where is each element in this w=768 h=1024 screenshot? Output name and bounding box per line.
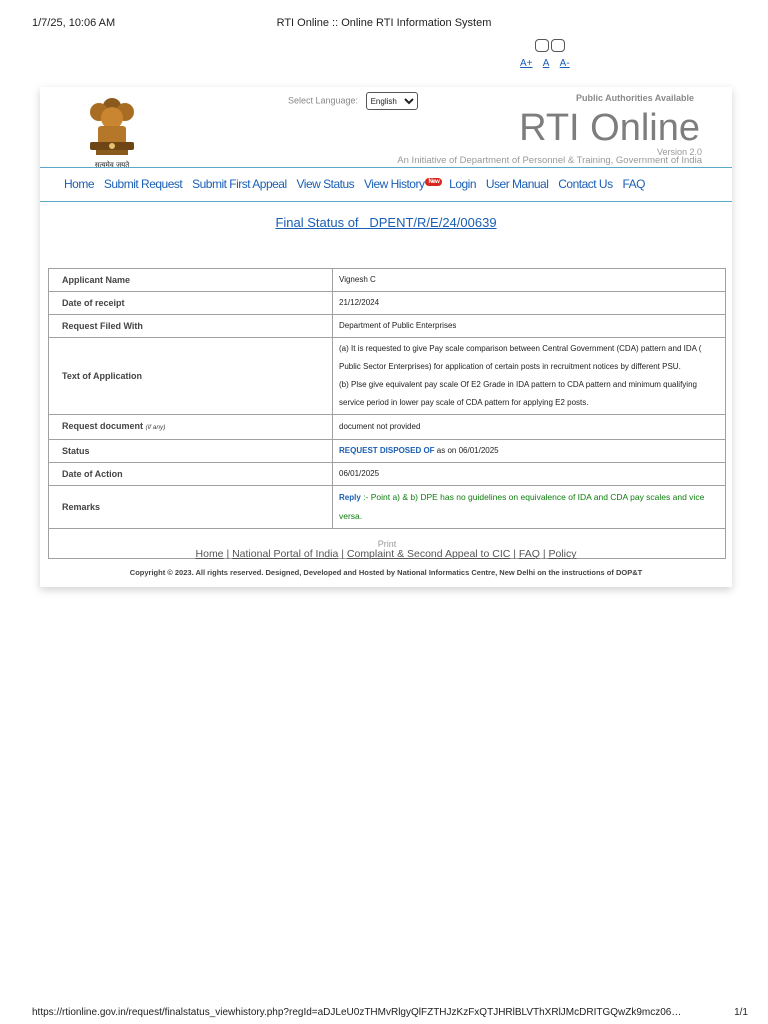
table-row xyxy=(49,292,726,315)
table-row xyxy=(49,315,726,338)
remarks-value xyxy=(333,486,726,529)
status-date: as on 06/01/2025 xyxy=(434,446,499,455)
footer-separator: | xyxy=(223,548,233,560)
date-of-action-value: 06/01/2025 xyxy=(333,463,726,486)
print-datetime: 1/7/25, 10:06 AM xyxy=(32,17,116,29)
nav-view-history[interactable]: View History xyxy=(363,177,425,191)
site-logo: RTI Online xyxy=(519,107,700,149)
main-nav xyxy=(64,177,652,191)
table-row xyxy=(49,415,726,440)
copyright-text: Copyright © 2023. All rights reserved. Designed, Developed and Hosted by National Informatics Centre, New Delhi on the instructions of DOP&T xyxy=(129,568,643,577)
if-any-note: (if any) xyxy=(145,424,166,431)
divider xyxy=(40,167,732,168)
request-document-label xyxy=(49,415,333,440)
font-increase-link[interactable]: A+ xyxy=(520,58,533,69)
applicant-name-value: Vignesh C xyxy=(333,269,726,292)
footer-national-portal-link[interactable]: National Portal of India xyxy=(232,548,339,560)
status-value xyxy=(333,440,726,463)
print-page-number: 1/1 xyxy=(734,1007,748,1018)
nav-submit-first-appeal[interactable]: Submit First Appeal xyxy=(192,177,287,191)
table-row xyxy=(49,463,726,486)
nav-faq[interactable]: FAQ xyxy=(622,177,645,191)
footer-separator: | xyxy=(338,548,347,560)
text-of-application-value xyxy=(333,338,726,415)
table-row xyxy=(49,486,726,529)
request-filed-with-value: Department of Public Enterprises xyxy=(333,315,726,338)
remarks-label: Remarks xyxy=(49,486,333,529)
text-of-application-label: Text of Application xyxy=(49,338,333,415)
page-title: Final Status of DPENT/R/E/24/00639 xyxy=(275,215,497,230)
footer-faq-link[interactable]: FAQ xyxy=(518,548,540,560)
footer-home-link[interactable]: Home xyxy=(195,548,224,560)
request-document-value: document not provided xyxy=(333,415,726,440)
table-row xyxy=(49,440,726,463)
font-size-controls xyxy=(520,58,578,69)
request-document-label-text: Request document xyxy=(62,421,144,431)
nav-login[interactable]: Login xyxy=(449,177,477,191)
table-row xyxy=(49,269,726,292)
font-decrease-link[interactable]: A- xyxy=(559,58,570,69)
nav-home[interactable]: Home xyxy=(64,177,95,191)
print-title: RTI Online :: Online RTI Information System xyxy=(276,17,492,29)
request-filed-with-label: Request Filed With xyxy=(49,315,333,338)
footer-complaint-link[interactable]: Complaint & Second Appeal to CIC xyxy=(346,548,511,560)
national-emblem-icon xyxy=(80,92,144,170)
status-badge: REQUEST DISPOSED OF xyxy=(339,446,435,455)
language-label: Select Language: xyxy=(288,95,359,106)
applicant-name-label: Applicant Name xyxy=(49,269,333,292)
language-select[interactable] xyxy=(366,92,418,110)
nav-submit-request[interactable]: Submit Request xyxy=(103,177,183,191)
divider xyxy=(40,201,732,202)
language-selector xyxy=(288,92,418,110)
reply-text: :- Point a) & b) DPE has no guidelines on equivalence of IDA and CDA pay scales and vice versa. xyxy=(339,492,705,521)
status-label: Status xyxy=(49,440,333,463)
date-of-action-label: Date of Action xyxy=(49,463,333,486)
nav-view-status[interactable]: View Status xyxy=(296,177,355,191)
page-card xyxy=(40,87,732,587)
nav-contact-us[interactable]: Contact Us xyxy=(558,177,613,191)
version-label: Version 2.0 xyxy=(656,147,702,157)
footer-separator: | xyxy=(539,548,549,560)
reply-label: Reply xyxy=(339,493,361,502)
print-url: https://rtionline.gov.in/request/finalstatus_viewhistory.php?regId=aDJLeU0zTHMvRlgyQlFZTHJzKzFxQTJHRlBLVThXRlJMcDRITGQwZk9mcz06… xyxy=(32,1007,682,1018)
date-of-receipt-value: 21/12/2024 xyxy=(333,292,726,315)
footer-separator: | xyxy=(510,548,519,560)
footer-policy-link[interactable]: Policy xyxy=(548,548,577,560)
date-of-receipt-label: Date of receipt xyxy=(49,292,333,315)
status-table xyxy=(48,268,726,559)
application-text-b: (b) Plse give equivalent pay scale Of E2 Grade in IDA pattern to CDA pattern and minimum qualifying service period in lower pay scale of CDA pattern for applying E2 posts. xyxy=(339,380,697,407)
application-text-a: (a) It is requested to give Pay scale comparison between Central Government (CDA) pattern and IDA ( Public Sector Enterprises) for application of certain posts in recruitment notices by different PSU. xyxy=(339,344,702,371)
public-authorities-link[interactable]: Public Authorities Available xyxy=(575,93,694,103)
theme-toggles xyxy=(535,39,567,57)
print-button[interactable]: Print xyxy=(49,529,726,559)
toggle-icon[interactable] xyxy=(535,39,549,52)
new-badge: New xyxy=(425,178,442,186)
toggle-icon[interactable] xyxy=(551,39,565,52)
footer-links xyxy=(40,548,732,560)
font-normal-link[interactable]: A xyxy=(542,58,550,69)
table-row xyxy=(49,338,726,415)
emblem-motto: सत्यमेव जयते xyxy=(94,161,130,169)
initiative-tagline: An Initiative of Department of Personnel & Training, Government of India xyxy=(397,155,702,166)
nav-user-manual[interactable]: User Manual xyxy=(485,177,549,191)
